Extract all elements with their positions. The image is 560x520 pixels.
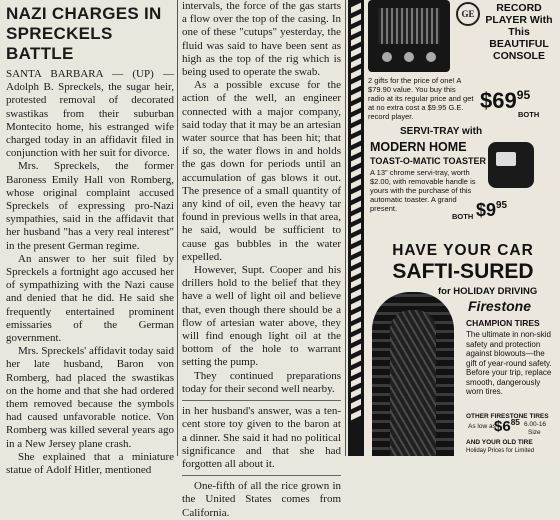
article-column-1 (0, 0, 176, 477)
tray-price: $\$9^{95}$ (476, 200, 508, 220)
article-column-2 (180, 0, 343, 519)
tray-both-label: BOTH (452, 212, 474, 221)
tire-ad-copy: The ultimate in non-skid safety and protection against blowouts—the gift of year-round safety. Before your trip, replace smooth, dangerously worn tires. (466, 330, 552, 396)
article-headline (6, 4, 172, 64)
headline-line-3: BATTLE (6, 44, 74, 63)
tray-ad-line2: MODERN HOME (370, 140, 467, 154)
paragraph: An answer to her suit filed by Spreckels a fortnight ago accused her of sympathizing with the Nazi cause and denied that he did. He said she frequently entertained prominent emissaries of the German government. (6, 252, 174, 345)
tray-ad-line1: SERVI-TRAY with (400, 126, 483, 137)
paragraph: However, Supt. Cooper and his drillers hold to the belief that they have a well of light oil and believe that, even though there should be a flow of artesian water above, they will find enough light oil at the bottom of the hole to warrant setting the pump. (182, 264, 341, 369)
tire-ad-line2: SAFTI-SURED (392, 260, 534, 283)
paragraph: One-fifth of all the rice grown in the United States comes from California. (182, 480, 341, 519)
ge-logo: GE (456, 2, 480, 26)
paragraph: Mrs. Spreckels, the former Baroness Emily Hall von Romberg, whose original complaint accused Spreckels of expressing pro-Nazi sympathies, said in the affidavit that her husband "has a very real interest" in the present German regime. (6, 160, 174, 252)
article-body-col1 (0, 68, 176, 477)
radio-ad-copy: 2 gifts for the price of one! A $79.90 value. You buy this radio at its regular price and get at no extra cost a $9.95 G.E. record player. (368, 76, 474, 121)
tire-trade-in: AND YOUR OLD TIRE (466, 439, 533, 446)
radio-price: $\$69^{95}$ (480, 88, 531, 113)
tire-price: $\$6^{85}$ (494, 418, 520, 435)
radio-console-illustration (368, 0, 450, 72)
radio-ad-title: RECORD PLAYER With This BEAUTIFUL CONSOLE (485, 2, 553, 62)
paragraph: in her husband's answer, was a ten-cent store toy given to the baron at a dinner. She said it had no political significance and that she had forgotten all about it. (182, 405, 341, 470)
column-rule (177, 0, 178, 456)
tire-ad-line1: HAVE YOUR CAR (392, 242, 534, 259)
tire-size-label: Size (528, 429, 541, 436)
paragraph: They continued preparations today for their second well nearby. (182, 369, 341, 395)
tire-ad-line3: for HOLIDAY DRIVING (438, 286, 538, 297)
headline-line-1: NAZI CHARGES IN (6, 4, 162, 23)
story-separator (182, 475, 341, 476)
paragraph: Mrs. Spreckels' affidavit today said her late husband, Baron von Romberg, had placed the swastikas on the home and that she had ordered them removed because the symbols had caused unfavorable notice. Von Romberg was killed several years ago in a New Jersey plane crash. (6, 345, 174, 450)
tray-ad-line3: TOAST-O-MATIC TOASTER (370, 156, 486, 166)
tire-model: CHAMPION TIRES (466, 318, 540, 328)
paragraph: SANTA BARBARA — (UP) — Adolph B. Spreckels, the sugar heir, protested removal of decorated swastikas from their suburban Montecito home, his estranged wife charged today in an affidavit filed in conjunction with her suit for divorce. (6, 68, 174, 160)
tire-as-low-label: As low as (468, 423, 496, 430)
firestone-logo: Firestone (468, 298, 532, 314)
tire-size: 6.00-16 (524, 421, 547, 428)
tire-other-label: OTHER FIRESTONE TIRES (466, 413, 549, 420)
paragraph: intervals, the force of the gas starts a flow over the top of the casing. In one of these "cutups" yesterday, the fluid was said to have been sent as high as the top of the rig which is being used to operate the swab. (182, 0, 341, 79)
tire-footer: Holiday Prices for Limited (466, 448, 535, 454)
tire-illustration (372, 292, 454, 456)
radio-both-label: BOTH (518, 110, 540, 119)
headline-line-2: SPRECKELS (6, 24, 113, 43)
tray-ad-copy: A 13" chrome servi-tray, worth $2.00, with removable handle is yours with the purchase of this automatic toaster. A grand present. (370, 168, 476, 213)
article-body-col2 (180, 0, 343, 520)
ad-border-pattern (348, 0, 364, 456)
paragraph: As a possible excuse for the action of the well, an engineer connected with a major company, said today that it may be an artesian water source that has been hit; that if so, the water flows in and holds the gas down for periods until an accumulation of gas blows it out. The presence of a small quantity of any kind of oil, even the heavy tar found in previous wells in that area, he said, would be sufficient to cause gas bubbles in the water expelled. (182, 79, 341, 263)
toaster-illustration (488, 142, 534, 188)
story-separator (182, 400, 341, 401)
column-rule (345, 0, 346, 456)
paragraph: She explained that a miniature statue of Adolf Hitler, mentioned (6, 450, 174, 477)
advertisement-panel (348, 0, 560, 456)
